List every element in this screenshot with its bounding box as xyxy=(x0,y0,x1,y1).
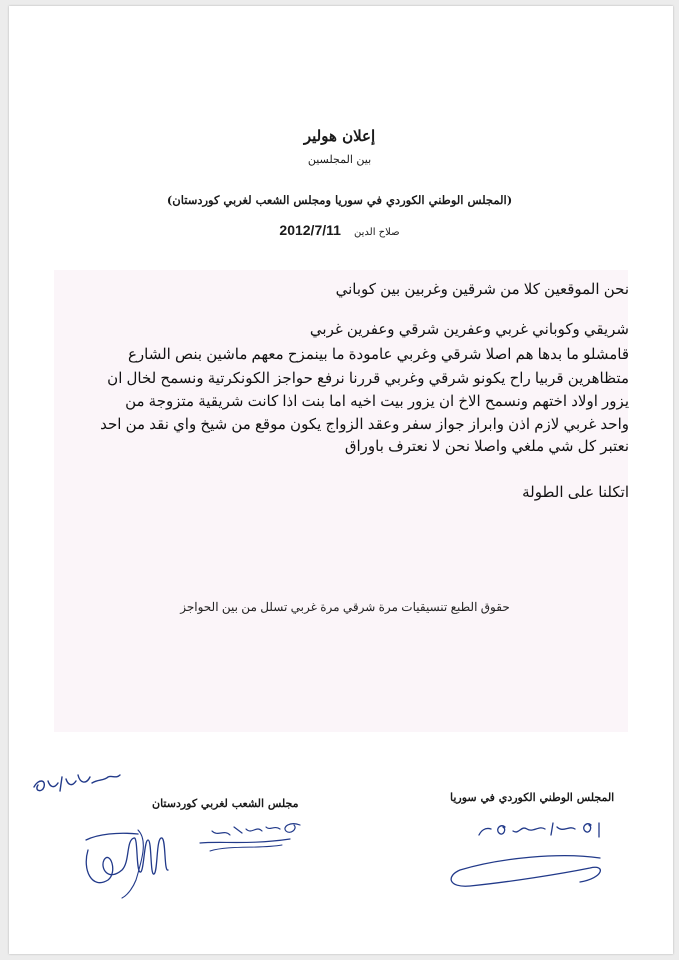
rights-line: حقوق الطبع تنسيقيات مرة شرقي مرة غربي تسلل من بين الحواجز xyxy=(180,600,510,614)
document-date: 2012/7/11 xyxy=(279,222,341,238)
body-line: نحن الموقعين كلا من شرقين وغربين بين كوباني xyxy=(335,281,629,298)
body-line: متظاهرين قربيا راح يكونو شرقي وغربي قررنا نرفع حواجز الكونكرتية ونسمح لخال ان xyxy=(107,370,629,387)
left-signatory-title: مجلس الشعب لغربي كوردستان xyxy=(152,797,299,810)
signature-scribble-top-left xyxy=(28,765,128,805)
document-title: إعلان هولير xyxy=(303,127,376,145)
right-signatory-title: المجلس الوطني الكوردي في سوريا xyxy=(450,791,615,804)
body-line: قامشلو ما بدها هم اصلا شرقي وغربي عامودة ما بينمزح معهم ماشين بنص الشارع xyxy=(127,346,629,363)
date-line xyxy=(0,220,679,239)
body-line: شريقي وكوباني غربي وعفرين شرقي وعفرين غربي xyxy=(309,321,629,338)
document-subtitle: بين المجلسين xyxy=(307,153,372,166)
signature-left-secondary xyxy=(190,815,310,855)
document-parties: (المجلس الوطني الكوردي في سوريا ومجلس الشعب لغربي كوردستان) xyxy=(166,193,513,207)
signature-right-name xyxy=(475,815,605,845)
signature-right-swoosh xyxy=(440,848,610,898)
body-line: نعتبر كل شي ملغي واصلا نحن لا نعترف باوراق xyxy=(344,438,629,455)
body-line: يزور اولاد اختهم ونسمح الاخ ان يزور بيت اخيه اما بنت اذا كانت شريقية متزوجة من xyxy=(125,393,629,410)
body-line: واحد غربي لازم اذن وابراز جواز سفر وعقد الزواج يكون موقع من شيخ واي نقد من احد xyxy=(100,416,629,433)
signature-left-primary xyxy=(78,810,188,900)
author-name: صلاح الدين xyxy=(354,227,400,238)
highlight-block xyxy=(54,270,628,732)
body-line: اتكلنا على الطولة xyxy=(522,484,629,501)
